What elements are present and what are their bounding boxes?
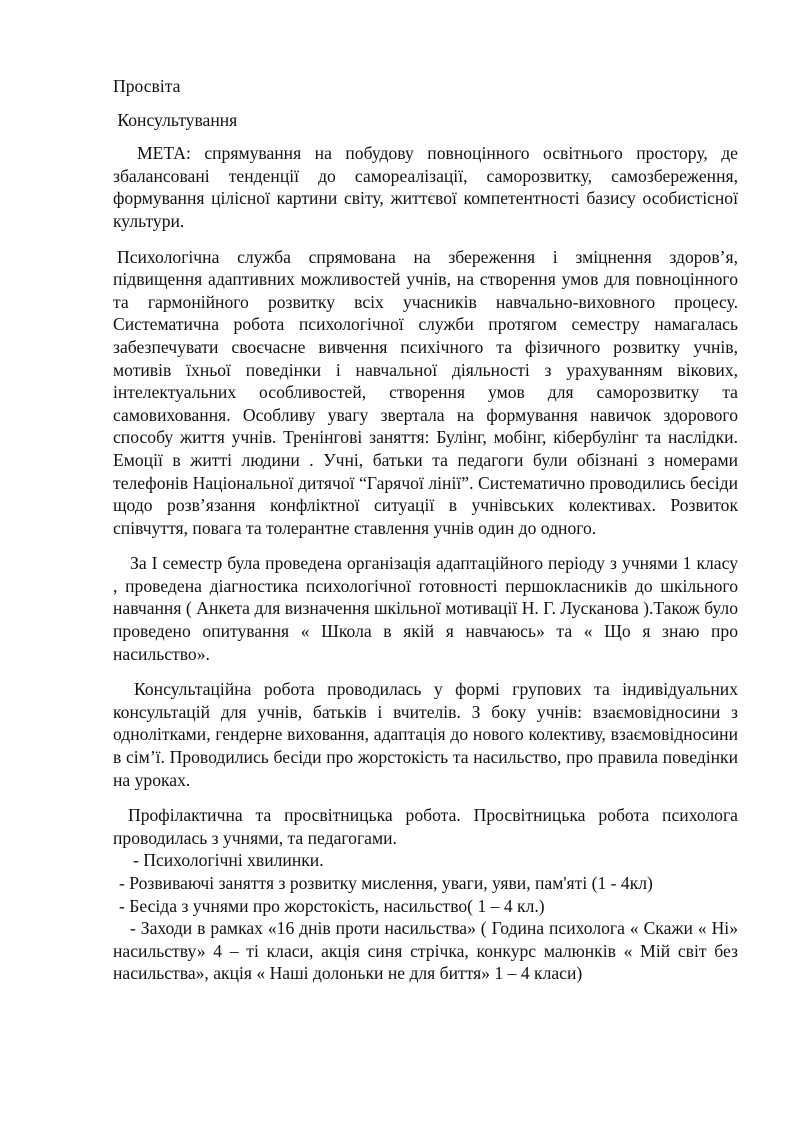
consultation-paragraph: Консультаційна робота проводилась у формі групових та індивідуальних консультацій для учнів, батьків і вчителів. З боку учнів: взаємовідносини з однолітками, гендерне виховання, адаптація до нового колективу, взаємовідносини в сім’ї. Проводились бесіди про жорстокість та насильство, про правила поведінки на уроках. bbox=[113, 679, 738, 790]
psych-service-paragraph: Психологічна служба спрямована на збереження і зміцнення здоров’я, підвищення адаптивних можливостей учнів, на створення умов для повноцінного та гармонійного розвитку всіх учасників навчально-виховного процесу. Систематична робота психологічної служби протягом семестру намагалась забезпечувати своєчасне вивчення психічного та фізичного розвитку учнів, мотивів їхньої поведінки і навчальної діяльності з урахуванням вікових, інтелектуальних особливостей, створення умов для саморозвитку та самовиховання. Особливу увагу звертала на формування навичок здорового способу життя учнів. Тренінгові заняття: Булінг, мобінг, кібербулінг та наслідки. Емоції в житті людини . Учні, батьки та педагоги були обізнані з номерами телефонів Національної дитячої “Гарячої лінії”. Систематично проводились бесіди щодо розв’язання конфліктної ситуації в учнівських колективах. Розвиток співчуття, повага та толерантне ставлення учнів один до одного. bbox=[113, 246, 738, 538]
semester-paragraph: За I семестр була проведена організація адаптаційного періоду з учнями 1 класу , проведена діагностика психологічної готовності першокласників до шкільного навчання ( Анкета для визначення шкільної мотивації Н. Г. Лусканова ).Також було проведено опитування « Школа в якій я навчаюсь» та « Що я знаю про насильство». bbox=[113, 553, 738, 664]
heading-counseling: Консультування bbox=[113, 109, 238, 130]
heading-education: Просвіта bbox=[113, 76, 181, 96]
list-item-16-days-campaign: - Заходи в рамках «16 днів проти насильства» ( Година психолога « Скажи « Ні» насильству» 4 – ті класи, акція синя стрічка, конкурс малюнків « Мій світ без насильства», акція « Наші долоньки не для биття» 1 – 4 класи) bbox=[113, 918, 738, 984]
prevention-paragraph: Профілактична та просвітницька робота. Просвітницька робота психолога проводилась з учнями, та педагогами. bbox=[113, 805, 738, 848]
goal-paragraph: МЕТА: спрямування на побудову повноцінного освітнього простору, де збалансовані тенденції до самореалізації, саморозвитку, самозбереження, формування цілісної картини світу, життєвої компетентності базису особистісної культури. bbox=[113, 143, 738, 231]
list-item-development-classes: - Розвиваючі заняття з розвитку мислення, уваги, уяви, пам'яті (1 - 4кл) bbox=[119, 873, 653, 893]
list-item-violence-talk: - Бесіда з учнями про жорстокість, насильство( 1 – 4 кл.) bbox=[119, 895, 545, 916]
document-page bbox=[113, 75, 738, 985]
list-item-psych-minutes: - Психологічні хвилинки. bbox=[133, 850, 324, 871]
